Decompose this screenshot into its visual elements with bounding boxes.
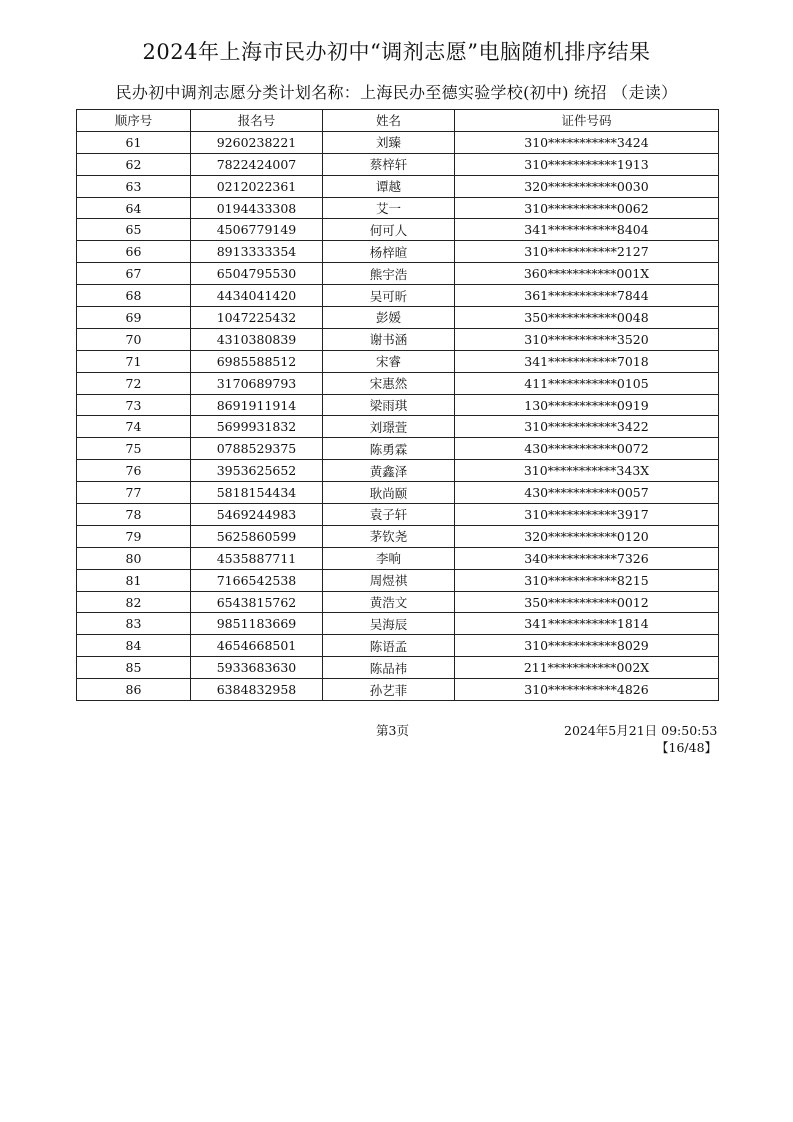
header-id-no: 证件号码: [455, 110, 719, 132]
cell-name: 黄鑫泽: [323, 460, 455, 482]
cell-name: 宋惠然: [323, 372, 455, 394]
cell-name: 蔡梓轩: [323, 153, 455, 175]
table-row: [77, 285, 719, 307]
cell-id-no: 320***********0120: [455, 525, 719, 547]
cell-reg-no: 1047225432: [191, 307, 323, 329]
table-row: [77, 241, 719, 263]
cell-reg-no: 6543815762: [191, 591, 323, 613]
cell-reg-no: 8913333354: [191, 241, 323, 263]
cell-id-no: 310***********3422: [455, 416, 719, 438]
cell-seq: 62: [77, 153, 191, 175]
cell-name: 陈勇霖: [323, 438, 455, 460]
print-timestamp: 2024年5月21日 09:50:53: [564, 723, 718, 738]
cell-name: 黄浩文: [323, 591, 455, 613]
cell-seq: 70: [77, 328, 191, 350]
cell-reg-no: 7822424007: [191, 153, 323, 175]
cell-seq: 72: [77, 372, 191, 394]
cell-name: 耿尚颐: [323, 482, 455, 504]
table-row: [77, 547, 719, 569]
cell-name: 吴可昕: [323, 285, 455, 307]
cell-name: 周煜祺: [323, 569, 455, 591]
cell-seq: 78: [77, 504, 191, 526]
cell-reg-no: 0212022361: [191, 175, 323, 197]
cell-seq: 76: [77, 460, 191, 482]
cell-reg-no: 4310380839: [191, 328, 323, 350]
cell-id-no: 310***********2127: [455, 241, 719, 263]
cell-id-no: 310***********3424: [455, 131, 719, 153]
cell-seq: 63: [77, 175, 191, 197]
cell-name: 彭媛: [323, 307, 455, 329]
cell-reg-no: 3170689793: [191, 372, 323, 394]
cell-id-no: 310***********3917: [455, 504, 719, 526]
cell-reg-no: 9260238221: [191, 131, 323, 153]
page-number: 第3页: [376, 723, 409, 738]
table-row: [77, 460, 719, 482]
cell-seq: 67: [77, 263, 191, 285]
cell-seq: 69: [77, 307, 191, 329]
cell-reg-no: 6504795530: [191, 263, 323, 285]
table-row: [77, 153, 719, 175]
cell-id-no: 310***********4826: [455, 679, 719, 701]
cell-name: 茅钦尧: [323, 525, 455, 547]
table-row: [77, 307, 719, 329]
table-row: [77, 416, 719, 438]
cell-reg-no: 5469244983: [191, 504, 323, 526]
cell-seq: 65: [77, 219, 191, 241]
cell-seq: 79: [77, 525, 191, 547]
cell-id-no: 310***********1913: [455, 153, 719, 175]
table-row: [77, 263, 719, 285]
cell-id-no: 310***********3520: [455, 328, 719, 350]
header-name: 姓名: [323, 110, 455, 132]
page-count: 【16/48】: [656, 740, 718, 755]
cell-name: 孙艺菲: [323, 679, 455, 701]
cell-name: 李响: [323, 547, 455, 569]
cell-seq: 74: [77, 416, 191, 438]
cell-seq: 86: [77, 679, 191, 701]
cell-id-no: 310***********0062: [455, 197, 719, 219]
cell-name: 宋睿: [323, 350, 455, 372]
document-title: 2024年上海市民办初中“调剂志愿”电脑随机排序结果: [142, 40, 651, 64]
cell-name: 谢书涵: [323, 328, 455, 350]
cell-name: 陈品祎: [323, 657, 455, 679]
cell-id-no: 340***********7326: [455, 547, 719, 569]
cell-name: 艾一: [323, 197, 455, 219]
cell-reg-no: 5625860599: [191, 525, 323, 547]
cell-seq: 61: [77, 131, 191, 153]
table-row: [77, 175, 719, 197]
cell-reg-no: 5933683630: [191, 657, 323, 679]
cell-reg-no: 4654668501: [191, 635, 323, 657]
cell-name: 梁雨琪: [323, 394, 455, 416]
cell-name: 刘璟萱: [323, 416, 455, 438]
plan-name: 民办初中调剂志愿分类计划名称：上海民办至德实验学校(初中) 统招 （走读）: [115, 83, 678, 102]
cell-reg-no: 3953625652: [191, 460, 323, 482]
cell-id-no: 341***********7018: [455, 350, 719, 372]
table-row: [77, 635, 719, 657]
cell-name: 刘臻: [323, 131, 455, 153]
cell-seq: 77: [77, 482, 191, 504]
cell-id-no: 341***********8404: [455, 219, 719, 241]
cell-seq: 75: [77, 438, 191, 460]
cell-seq: 82: [77, 591, 191, 613]
cell-id-no: 350***********0048: [455, 307, 719, 329]
cell-id-no: 361***********7844: [455, 285, 719, 307]
cell-id-no: 320***********0030: [455, 175, 719, 197]
cell-seq: 68: [77, 285, 191, 307]
cell-reg-no: 0788529375: [191, 438, 323, 460]
cell-reg-no: 6384832958: [191, 679, 323, 701]
header-reg-no: 报名号: [191, 110, 323, 132]
table-row: [77, 438, 719, 460]
table-row: [77, 657, 719, 679]
cell-reg-no: 7166542538: [191, 569, 323, 591]
table-row: [77, 591, 719, 613]
cell-reg-no: 0194433308: [191, 197, 323, 219]
cell-reg-no: 4535887711: [191, 547, 323, 569]
table-row: [77, 131, 719, 153]
cell-reg-no: 4434041420: [191, 285, 323, 307]
cell-seq: 81: [77, 569, 191, 591]
table-row: [77, 504, 719, 526]
table-row: [77, 482, 719, 504]
cell-name: 袁子轩: [323, 504, 455, 526]
cell-seq: 71: [77, 350, 191, 372]
cell-reg-no: 9851183669: [191, 613, 323, 635]
table-row: [77, 350, 719, 372]
table-row: [77, 372, 719, 394]
cell-name: 何可人: [323, 219, 455, 241]
cell-id-no: 310***********343X: [455, 460, 719, 482]
cell-id-no: 310***********8029: [455, 635, 719, 657]
cell-seq: 80: [77, 547, 191, 569]
cell-id-no: 350***********0012: [455, 591, 719, 613]
cell-id-no: 430***********0072: [455, 438, 719, 460]
table-row: [77, 613, 719, 635]
table-row: [77, 525, 719, 547]
cell-seq: 84: [77, 635, 191, 657]
table-row: [77, 394, 719, 416]
cell-id-no: 430***********0057: [455, 482, 719, 504]
cell-name: 熊宇浩: [323, 263, 455, 285]
cell-seq: 85: [77, 657, 191, 679]
cell-seq: 73: [77, 394, 191, 416]
cell-reg-no: 6985588512: [191, 350, 323, 372]
cell-name: 杨梓暄: [323, 241, 455, 263]
table-row: [77, 569, 719, 591]
header-seq: 顺序号: [77, 110, 191, 132]
cell-id-no: 360***********001X: [455, 263, 719, 285]
cell-reg-no: 8691911914: [191, 394, 323, 416]
table-body: [77, 131, 719, 700]
cell-id-no: 130***********0919: [455, 394, 719, 416]
cell-id-no: 411***********0105: [455, 372, 719, 394]
cell-seq: 83: [77, 613, 191, 635]
table-row: [77, 679, 719, 701]
cell-id-no: 211***********002X: [455, 657, 719, 679]
cell-name: 陈语孟: [323, 635, 455, 657]
cell-reg-no: 4506779149: [191, 219, 323, 241]
cell-seq: 64: [77, 197, 191, 219]
cell-name: 吴海辰: [323, 613, 455, 635]
cell-seq: 66: [77, 241, 191, 263]
cell-id-no: 341***********1814: [455, 613, 719, 635]
cell-name: 谭越: [323, 175, 455, 197]
cell-reg-no: 5818154434: [191, 482, 323, 504]
cell-reg-no: 5699931832: [191, 416, 323, 438]
table-header-row: [77, 110, 719, 132]
table-row: [77, 197, 719, 219]
result-table: [76, 109, 719, 701]
table-row: [77, 328, 719, 350]
table-row: [77, 219, 719, 241]
cell-id-no: 310***********8215: [455, 569, 719, 591]
